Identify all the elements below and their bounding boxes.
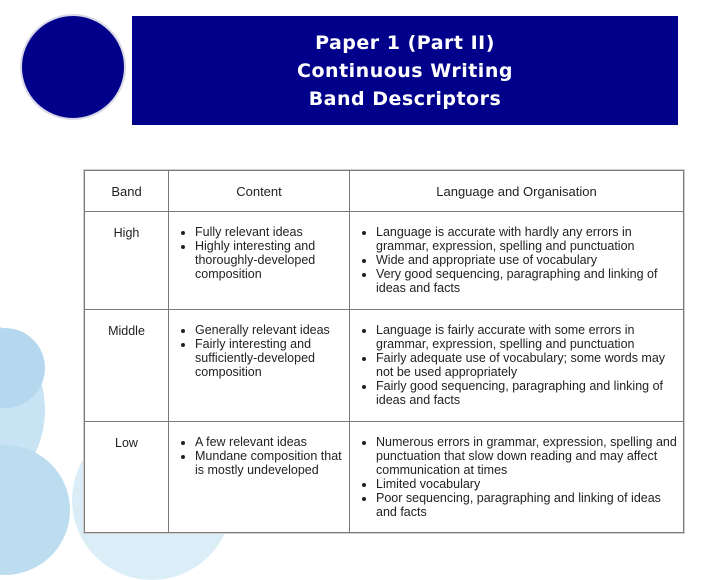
header-content: Content — [169, 171, 350, 212]
header-band: Band — [85, 171, 169, 212]
list-item: • Language is fairly accurate with some errors in grammar, expression, spelling and punctuation — [376, 324, 677, 352]
list-item: • Fairly good sequencing, paragraphing and linking of ideas and facts — [376, 380, 677, 408]
list-item: • Numerous errors in grammar, expression, spelling and punctuation that slow down reading and may affect communication at times — [376, 436, 677, 478]
band-label: Middle — [85, 310, 169, 422]
content-cell — [169, 212, 350, 310]
list-item: • Generally relevant ideas — [195, 324, 343, 338]
list-item: • Fully relevant ideas — [195, 226, 343, 240]
title-line-1: Paper 1 (Part II) — [315, 31, 495, 54]
list-item: • A few relevant ideas — [195, 436, 343, 450]
list-item: • Very good sequencing, paragraphing and linking of ideas and facts — [376, 268, 677, 296]
list-item: • Fairly interesting and sufficiently-developed composition — [195, 338, 343, 380]
content-cell — [169, 422, 350, 533]
language-cell — [350, 310, 684, 422]
list-item: • Language is accurate with hardly any errors in grammar, expression, spelling and punctuation — [376, 226, 677, 254]
list-item: • Mundane composition that is mostly undeveloped — [195, 450, 343, 478]
decorative-circle — [0, 445, 70, 575]
table-row-high — [85, 212, 684, 310]
list-item: • Fairly adequate use of vocabulary; some words may not be used appropriately — [376, 352, 677, 380]
band-descriptor-table — [84, 170, 684, 533]
list-item: • Limited vocabulary — [376, 478, 677, 492]
band-descriptor-table-frame — [84, 170, 684, 533]
content-cell — [169, 310, 350, 422]
table-header-row — [85, 171, 684, 212]
band-label: High — [85, 212, 169, 310]
table-row-low — [85, 422, 684, 533]
list-item: • Poor sequencing, paragraphing and linking of ideas and facts — [376, 492, 677, 520]
logo-circle — [20, 14, 126, 120]
title-line-3: Band Descriptors — [308, 87, 502, 110]
table-row-middle — [85, 310, 684, 422]
band-label: Low — [85, 422, 169, 533]
language-cell — [350, 422, 684, 533]
header-language: Language and Organisation — [350, 171, 684, 212]
list-item: • Highly interesting and thoroughly-developed composition — [195, 240, 343, 282]
title-line-2: Continuous Writing — [297, 59, 513, 82]
language-cell — [350, 212, 684, 310]
slide-title — [132, 16, 678, 125]
list-item: • Wide and appropriate use of vocabulary — [376, 254, 677, 268]
